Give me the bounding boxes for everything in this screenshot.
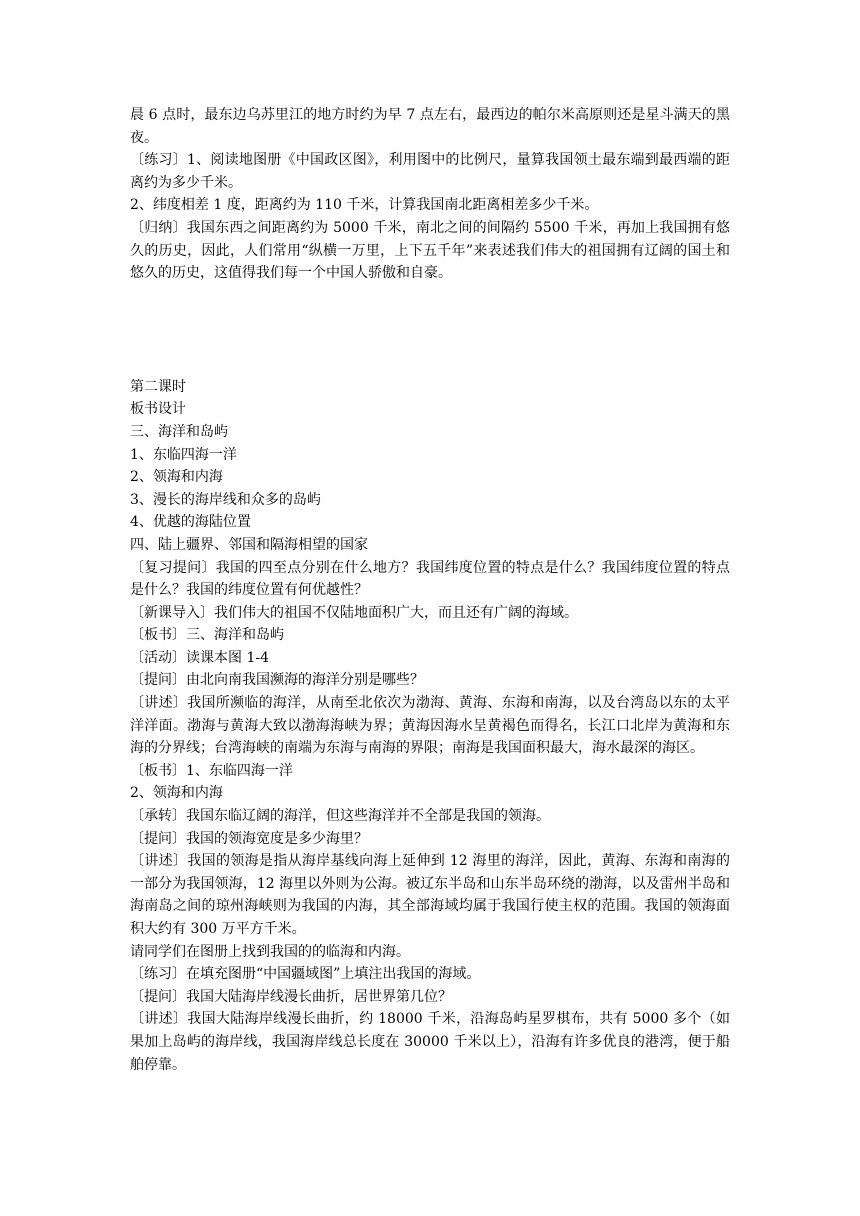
lesson-paragraph: 2、领海和内海: [130, 469, 223, 486]
lesson-paragraph: 三、海洋和岛屿: [130, 423, 228, 440]
top-paragraph: 2、纬度相差 1 度，距离约为 110 千米，计算我国南北距离相差多少千米。: [130, 197, 599, 214]
lesson-paragraph: 〔讲述〕我国大陆海岸线漫长曲折，约 18000 千米，沿海岛屿星罗棋布，共有 5000 多个（如果加上岛屿的海岸线，我国海岸线总长度在 30000 千米以上），沿海有许多优良的港湾，便于船舶停靠。: [130, 1011, 730, 1073]
main-text-block: [130, 376, 730, 1076]
lesson-paragraph: 第二课时: [130, 378, 186, 395]
top-paragraph: 〔练习〕1、阅读地图册《中国政区图》，利用图中的比例尺，量算我国领土最东端到最西端的距离约为多少千米。: [130, 152, 730, 191]
lesson-paragraph: 四、陆上疆界、邻国和隔海相望的国家: [130, 536, 368, 553]
top-paragraph: 〔归纳〕我国东西之间距离约为 5000 千米，南北之间的间隔约 5500 千米，再加上我国拥有悠久的历史，因此，人们常用“纵横一万里，上下五千年”来表述我们伟大的祖国拥有辽阔的国土和悠久的历史，这值得我们每一个中国人骄傲和自豪。: [130, 219, 730, 282]
lesson-paragraph: 〔讲述〕我国所濒临的海洋，从南至北依次为渤海、黄海、东海和南海，以及台湾岛以东的太平洋洋面。渤海与黄海大致以渤海海峡为界；黄海因海水呈黄褐色而得名，长江口北岸为黄海和东海的分界线；台湾海峡的南端为东海与南海的界限；南海是我国面积最大，海水最深的海区。: [130, 695, 730, 757]
lesson-paragraph: 1、东临四海一洋: [130, 446, 237, 463]
top-text-block: [130, 104, 730, 285]
lesson-paragraph: 〔新课导入〕我们伟大的祖国不仅陆地面积广大，而且还有广阔的海域。: [130, 604, 578, 621]
blank-gap: [130, 285, 730, 376]
lesson-paragraph: 2、领海和内海: [130, 785, 223, 802]
lesson-paragraph: 4、优越的海陆位置: [130, 514, 251, 531]
lesson-paragraph: 〔提问〕我国大陆海岸线漫长曲折，居世界第几位？: [130, 988, 452, 1005]
lesson-paragraph: 〔板书〕三、海洋和岛屿: [130, 627, 284, 644]
top-paragraph: 晨 6 点时，最东边乌苏里江的地方时约为早 7 点左右，最西边的帕尔米高原则还是星斗满天的黑夜。: [130, 107, 730, 146]
lesson-paragraph: 〔板书〕1、东临四海一洋: [130, 762, 293, 779]
lesson-paragraph: 〔提问〕由北向南我国濒海的海洋分别是哪些？: [130, 672, 424, 689]
lesson-paragraph: 〔讲述〕我国的领海是指从海岸基线向海上延伸到 12 海里的海洋，因此，黄海、东海和南海的一部分为我国领海，12 海里以外则为公海。被辽东半岛和山东半岛环绕的渤海，以及雷州半岛和海南岛之间的琼州海峡则为我国的内海，其全部海域均属于我国行使主权的范围。我国的领海面积大约有 300 万平方千米。: [130, 853, 730, 937]
lesson-paragraph: 板书设计: [130, 401, 186, 418]
lesson-paragraph: 〔提问〕我国的领海宽度是多少海里？: [130, 830, 368, 847]
document-page: [130, 104, 730, 1076]
lesson-paragraph: 〔复习提问〕我国的四至点分别在什么地方？我国纬度位置的特点是什么？我国纬度位置的特点是什么？我国的纬度位置有何优越性？: [130, 559, 730, 599]
lesson-paragraph: 〔承转〕我国东临辽阔的海洋，但这些海洋并不全部是我国的领海。: [130, 808, 550, 825]
lesson-paragraph: 〔活动〕读课本图 1-4: [130, 649, 269, 666]
lesson-paragraph: 请同学们在图册上找到我国的的临海和内海。: [130, 943, 410, 960]
lesson-paragraph: 3、漫长的海岸线和众多的岛屿: [130, 491, 321, 508]
lesson-paragraph: 〔练习〕在填充图册“中国疆域图”上填注出我国的海域。: [130, 966, 481, 983]
